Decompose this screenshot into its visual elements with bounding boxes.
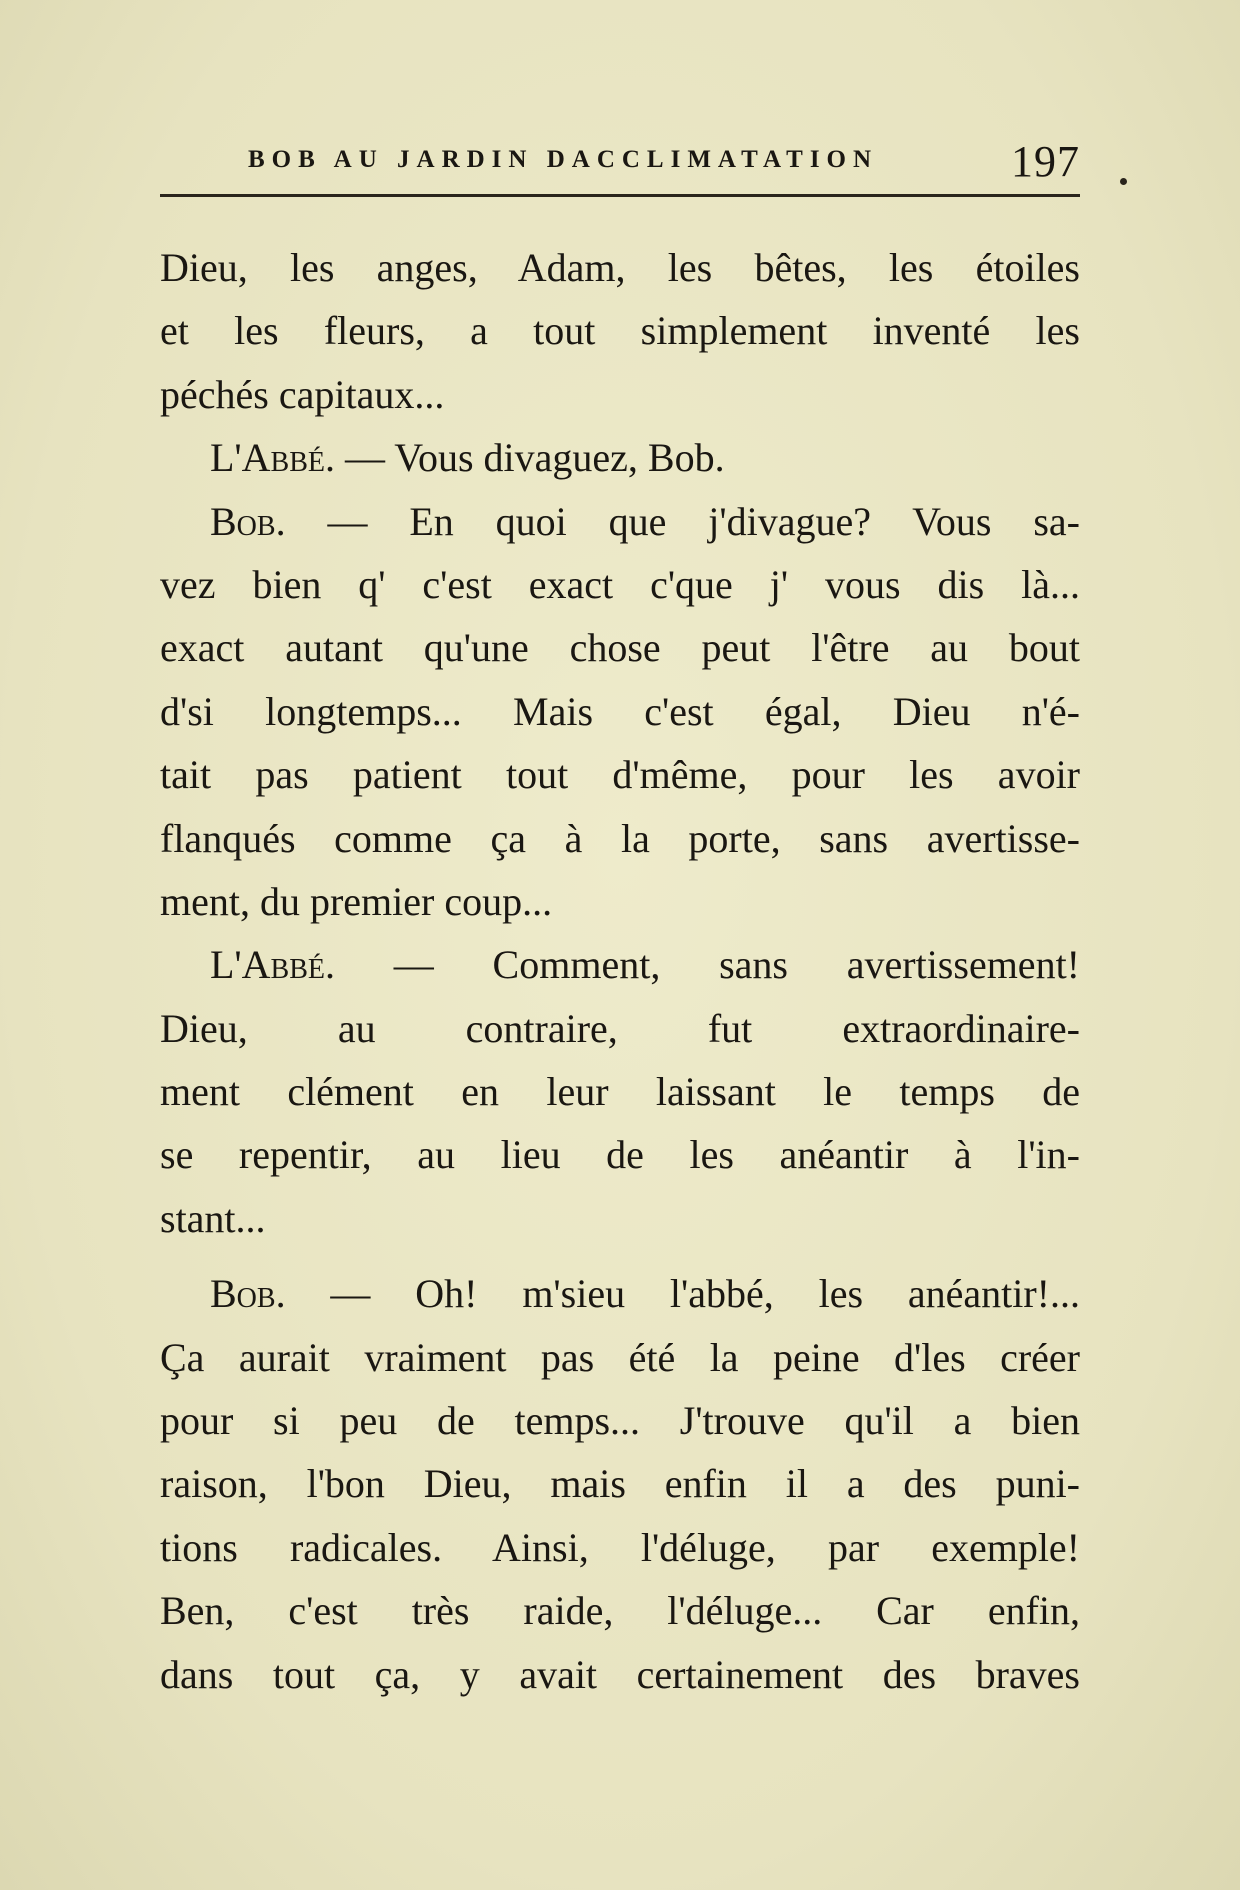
speaker-name: L'Abbé.	[210, 435, 335, 481]
text-line: Dieu, les anges, Adam, les bêtes, les étoiles	[160, 245, 1080, 290]
text-line: Ça aurait vraiment pas été la peine d'les créer	[160, 1334, 1080, 1380]
speaker-name: Bob.	[210, 1271, 286, 1317]
text-line: tions radicales. Ainsi, l'déluge, par exemple!	[160, 1524, 1080, 1570]
dialogue-line: Bob. — En quoi que j'divague? Vous sa-	[210, 498, 1080, 544]
text-line: Dieu, au contraire, fut extraordinaire-	[160, 1005, 1080, 1051]
text-line: se repentir, au lieu de les anéantir à l'in-	[160, 1132, 1080, 1178]
text-line: péchés capitaux...	[160, 371, 445, 417]
running-title: BOB AU JARDIN DACCLIMATATION	[248, 146, 879, 173]
text-line: tait pas patient tout d'même, pour les avoir	[160, 752, 1080, 798]
text-line: Ben, c'est très raide, l'déluge... Car enfin,	[160, 1588, 1080, 1634]
running-head	[160, 136, 1080, 196]
speaker-name: L'Abbé.	[210, 942, 335, 988]
text-line: vez bien q' c'est exact c'que j' vous dis là...	[160, 561, 1080, 607]
text-line: dans tout ça, y avait certainement des braves	[160, 1651, 1080, 1697]
speaker-name: Bob.	[210, 498, 286, 544]
body-text	[160, 236, 1080, 1706]
text-line: stant...	[160, 1195, 266, 1241]
print-speck	[1120, 178, 1127, 185]
text-line: exact autant qu'une chose peut l'être au bout	[160, 625, 1080, 671]
text-line: et les fleurs, a tout simplement inventé les	[160, 308, 1080, 354]
text-line: ment, du premier coup...	[160, 878, 553, 924]
text-line: pour si peu de temps... J'trouve qu'il a bien	[160, 1398, 1080, 1444]
dialogue-line: Bob. — Oh! m'sieu l'abbé, les anéantir!...	[210, 1271, 1080, 1317]
dialogue-line: L'Abbé. — Vous divaguez, Bob.	[210, 435, 725, 481]
page-number: 197	[1011, 137, 1080, 186]
text-line: ment clément en leur laissant le temps de	[160, 1069, 1080, 1115]
text-line: flanqués comme ça à la porte, sans avertisse-	[160, 815, 1080, 861]
header-rule	[160, 194, 1080, 197]
text-line: raison, l'bon Dieu, mais enfin il a des puni-	[160, 1461, 1080, 1507]
text-line: d'si longtemps... Mais c'est égal, Dieu n'é-	[160, 688, 1080, 734]
dialogue-line: L'Abbé. — Comment, sans avertissement!	[210, 942, 1080, 988]
